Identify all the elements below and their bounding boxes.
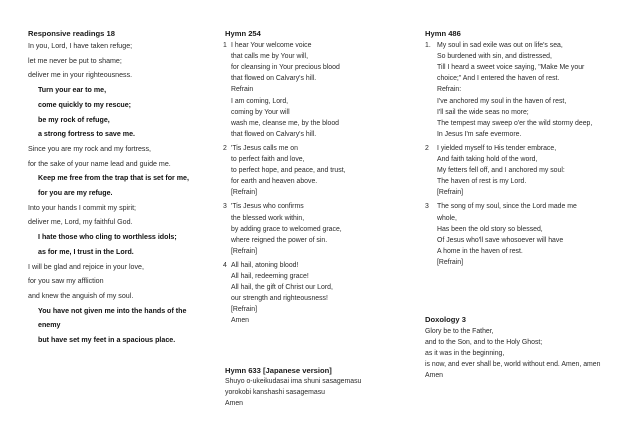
doxology-line: is now, and ever shall be, world without end. Amen, amen: [425, 361, 601, 369]
hymn-line: choice;" And I entered the haven of rest.: [437, 75, 560, 83]
reading-line: come quickly to my rescue;: [38, 100, 132, 109]
reading-line: deliver me in your righteousness.: [28, 71, 133, 80]
doxology-line: Glory be to the Father,: [425, 328, 494, 335]
doxology-line: and to the Son, and to the Holy Ghost;: [425, 339, 543, 347]
hymn-line: My fetters fell off, and I anchored my soul:: [437, 167, 565, 175]
hymn-line: The song of my soul, since the Lord made me: [437, 203, 577, 211]
reading-line: let me never be put to shame;: [28, 56, 122, 65]
hymn-line: our strength and righteousness!: [231, 295, 328, 303]
doxology-line: Amen: [425, 372, 444, 380]
hymn-line: Refrain:: [437, 86, 462, 94]
hymn-line: [Refrain]: [231, 306, 258, 314]
hymn-633-title: Hymn 633 [Japanese version]: [225, 366, 332, 375]
reading-line: I will be glad and rejoice in your love,: [28, 262, 144, 271]
hymn-line: 'Tis Jesus calls me on: [231, 144, 298, 152]
hymn-line: I've anchored my soul in the haven of rest,: [437, 97, 567, 105]
hymn-line: My soul in sad exile was out on life's sea,: [437, 42, 563, 49]
hymn-line: [Refrain]: [437, 258, 464, 266]
hymn-line: The haven of rest is my Lord.: [437, 178, 527, 186]
reading-line: You have not given me into the hands of the: [38, 306, 187, 315]
verse-number: 1.: [425, 42, 431, 49]
hymn-line: [Refrain]: [231, 247, 258, 255]
responsive-title: Responsive readings 18: [28, 29, 115, 38]
hymn-633-line: Amen: [225, 400, 244, 407]
hymn-line: that flowed on Calvary's hill.: [231, 130, 317, 138]
hymn-line: for earth and heaven above.: [231, 178, 318, 186]
reading-line: Keep me free from the trap that is set for me,: [38, 174, 189, 183]
reading-line: Since you are my rock and my fortress,: [28, 144, 152, 153]
reading-line: and knew the anguish of my soul.: [28, 291, 134, 300]
reading-line: for you are my refuge.: [38, 189, 113, 197]
hymn-line: Amen: [231, 317, 250, 325]
reading-line: but have set my feet in a spacious place.: [38, 336, 176, 344]
hymn-line: I am coming, Lord,: [231, 97, 289, 105]
hymn-line: And faith taking hold of the word,: [437, 156, 538, 163]
reading-line: Into your hands I commit my spirit;: [28, 203, 137, 212]
doxology-line: as it was in the beginning,: [425, 350, 505, 358]
hymn-633-line: yorokobi kanshashi sasagemasu: [225, 389, 325, 396]
hymn-line: for cleansing in Your precious blood: [231, 64, 340, 72]
hymn-line: The tempest may sweep o'er the wild stormy deep,: [437, 119, 593, 127]
reading-line: as for me, I trust in the Lord.: [38, 247, 134, 256]
hymn-line: the blessed work within,: [231, 214, 305, 222]
hymn-line: where reigned the power of sin.: [231, 236, 328, 244]
hymn-line: I yielded myself to His tender embrace,: [437, 144, 557, 152]
hymn-line: to perfect faith and love,: [231, 156, 305, 163]
hymn-line: wash me, cleanse me, by the blood: [231, 119, 340, 127]
hymn-line: I hear Your welcome voice: [231, 42, 312, 49]
verse-number: 2: [425, 144, 429, 152]
hymn-486-title: Hymn 486: [425, 29, 461, 38]
hymn-line: [Refrain]: [437, 189, 464, 197]
hymn-line: Till I heard a sweet voice saying, "Make Me your: [437, 64, 585, 72]
reading-line: I hate those who cling to worthless idols;: [38, 233, 177, 242]
reading-line: Turn your ear to me,: [38, 86, 107, 95]
hymn-line: All hail, atoning blood!: [231, 261, 299, 269]
hymn-633-line: Shuyo o-ukeikudasai ima shuni sasagemasu: [225, 378, 362, 385]
hymn-line: Has been the old story so blessed,: [437, 225, 543, 233]
reading-line: deliver me, Lord, my faithful God.: [28, 218, 133, 227]
hymn-line: by adding grace to welcomed grace,: [231, 225, 342, 233]
hymn-line: So burdened with sin, and distressed,: [437, 53, 552, 61]
hymn-line: [Refrain]: [231, 189, 258, 197]
hymn-line: Of Jesus who'll save whosoever will have: [437, 236, 564, 244]
verse-number: 4: [223, 261, 227, 269]
verse-number: 1: [223, 42, 227, 49]
reading-line: enemy: [38, 321, 61, 330]
hymn-line: All hail, the gift of Christ our Lord,: [231, 284, 333, 292]
verse-number: 2: [223, 144, 227, 152]
hymn-line: Refrain: [231, 86, 254, 94]
reading-line: be my rock of refuge,: [38, 115, 110, 124]
reading-line: for you saw my affliction: [28, 277, 104, 286]
reading-line: for the sake of your name lead and guide me.: [28, 159, 171, 168]
doxology-title: Doxology 3: [425, 315, 466, 324]
hymn-line: coming by Your will: [231, 108, 290, 116]
hymn-line: In Jesus I'm safe evermore.: [437, 130, 522, 138]
hymn-line: that flowed on Calvary's hill.: [231, 75, 317, 83]
hymn-line: All hail, redeeming grace!: [231, 273, 309, 280]
hymn-line: 'Tis Jesus who confirms: [231, 203, 304, 211]
hymn-line: A home in the haven of rest.: [437, 247, 523, 255]
reading-line: In you, Lord, I have taken refuge;: [28, 42, 133, 50]
hymn-line: to perfect hope, and peace, and trust,: [231, 167, 346, 175]
hymn-254-title: Hymn 254: [225, 29, 261, 38]
hymn-line: whole,: [437, 214, 457, 222]
hymn-line: that calls me by Your will,: [231, 53, 308, 61]
hymn-line: I'll sail the wide seas no more;: [437, 108, 529, 116]
reading-line: a strong fortress to save me.: [38, 130, 135, 139]
verse-number: 3: [223, 203, 227, 211]
verse-number: 3: [425, 203, 429, 211]
